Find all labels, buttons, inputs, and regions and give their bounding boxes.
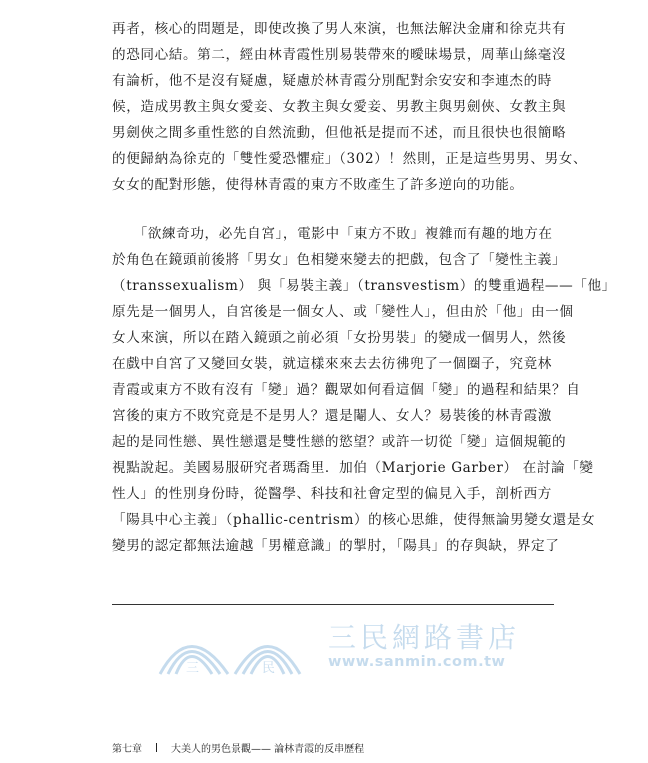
watermark-url: www.sanmin.com.tw (328, 654, 506, 670)
text-line: （transsexualism） 與「易裝主義」（transvestism）的雙重過程——「他」 (112, 278, 616, 294)
text-line: 女人來演，所以在踏入鏡頭之前必須「女扮男裝」的變成一個男人，然後 (112, 330, 567, 346)
text-line: 變男的認定都無法逾越「男權意識」的掣肘，「陽具」的存與缺，界定了 (112, 538, 560, 554)
footnote-divider (112, 604, 554, 605)
paragraph-2 (112, 221, 616, 559)
text-line: 青霞或東方不敗有沒有「變」過？觀眾如何看這個「變」的過程和結果？自 (112, 382, 581, 398)
chapter-label: 第七章 (112, 744, 142, 755)
text-line: 原先是一個男人，自宮後是一個女人、或「變性人」，但由於「他」由一個 (112, 304, 574, 320)
paragraph-1 (112, 16, 588, 198)
text-line: 「欲練奇功，必先自宮」，電影中「東方不敗」複雜而有趣的地方在 (112, 226, 553, 242)
chapter-title: 大美人的男色景觀—— 論林青霞的反串歷程 (171, 744, 365, 755)
text-line: 男劍俠之間多重性慾的自然流動，但他祇是提而不述，而且很快也很簡略 (112, 125, 567, 141)
text-line: 視點說起。美國易服研究者瑪喬里．加伯（Marjorie Garber） 在討論「變 (112, 460, 594, 476)
text-line: 於角色在鏡頭前後將「男女」色相變來變去的把戲，包含了「變性主義」 (112, 252, 567, 268)
text-line: 女女的配對形態，使得林青霞的東方不敗產生了許多逆向的功能。 (112, 177, 524, 193)
footer-separator (156, 743, 157, 752)
text-line: 的恐同心結。第二，經由林青霞性別易裝帶來的曖昧場景，周華山絲毫沒 (112, 47, 567, 63)
sanmin-watermark (150, 610, 521, 690)
text-line: 候，造成男教主與女愛妾、女教主與女愛妾、男教主與男劍俠、女教主與 (112, 99, 567, 115)
text-line: 起的是同性戀、異性戀還是雙性戀的慾望？或許一切從「變」這個規範的 (112, 434, 567, 450)
text-line: 性人」的性別身份時，從醫學、科技和社會定型的偏見入手，剖析西方 (112, 486, 553, 502)
sanmin-logo-icon (150, 614, 315, 684)
watermark-title: 三民網路書店 (328, 621, 521, 654)
text-line: 的便歸納為徐克的「雙性愛恐懼症」（302）！然則，正是這些男男、男女、 (112, 151, 588, 167)
text-line: 「陽具中心主義」（phallic-centrism）的核心思維，使得無論男變女還是女 (112, 512, 596, 528)
text-line: 在戲中自宮了又變回女裝，就這樣來來去去彷彿兜了一個圈子，究竟林 (112, 356, 553, 372)
text-line: 宮後的東方不敗究竟是不是男人？還是閹人、女人？易裝後的林青霞激 (112, 408, 553, 424)
page-footer (112, 740, 364, 755)
logo-char: 民 (262, 661, 276, 676)
text-line: 有論析，他不是沒有疑慮，疑慮於林青霞分別配對余安安和李連杰的時 (112, 73, 553, 89)
logo-char: 三 (186, 661, 200, 676)
text-line: 再者，核心的問題是，即使改換了男人來演，也無法解決金庸和徐克共有 (112, 21, 567, 37)
